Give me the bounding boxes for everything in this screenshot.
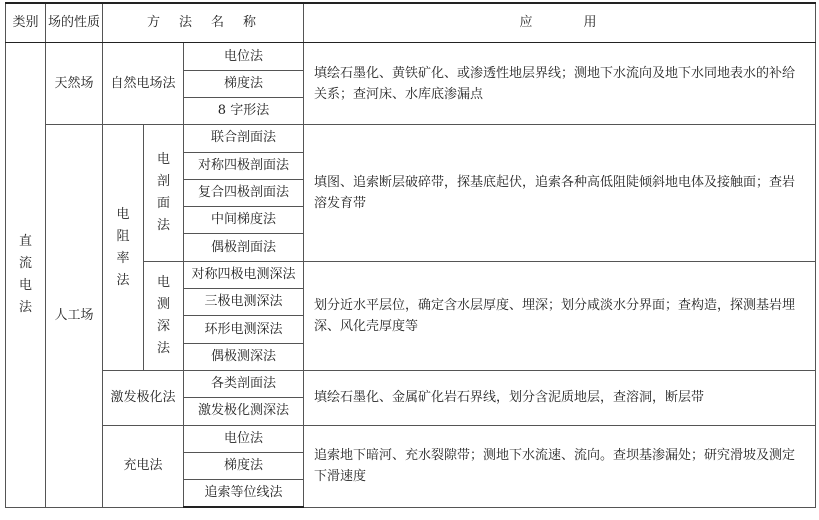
header-row [6,3,816,43]
method-cell: 偶极剖面法 [184,234,304,261]
method-cell: 电位法 [184,425,304,452]
header-method-name-text: 方 法 名 称 [146,15,259,31]
method-cell: 三极电测深法 [184,289,304,316]
method-cell: 对称四极电测深法 [184,261,304,288]
resistivity-label: 电阻率法 [116,206,130,288]
method-cell: 环形电测深法 [184,316,304,343]
method-cell: 追索等位线法 [184,480,304,507]
induced-polarization-cell: 激发极化法 [103,370,184,425]
charging-cell: 充电法 [103,425,184,507]
header-application [304,3,816,43]
method-cell: 中间梯度法 [184,207,304,234]
natural-field-group: 自然电场法 [103,43,184,125]
dc-methods-table [5,2,816,508]
profiling-application: 填图、追索断层破碎带，探基底起伏，追索各种高低阻陡倾斜地电体及接触面；查岩溶发育带 [304,125,816,261]
natural-field-application: 填绘石墨化、黄铁矿化、或渗透性地层界线；测地下水流向及地下水同地表水的补给关系；查河床、水库底渗漏点 [304,43,816,125]
sounding-label: 电测深法 [156,274,170,356]
sounding-application: 划分近水平层位，确定含水层厚度、埋深；划分咸淡水分界面；查构造，探测基岩埋深、风化壳厚度等 [304,261,816,370]
method-cell: 激发极化测深法 [184,398,304,425]
table-row [6,125,816,152]
charging-application: 追索地下暗河、充水裂隙带；测地下水流速、流向。查坝基渗漏处；研究滑坡及测定下滑速度 [304,425,816,507]
table-row [6,370,816,397]
category-cell [6,43,46,507]
table-row [6,425,816,452]
sounding-cell [144,261,184,370]
category-label: 直流电法 [18,233,32,315]
table-row [6,43,816,70]
method-cell: 梯度法 [184,70,304,97]
header-field-nature: 场的性质 [46,3,103,43]
profiling-label: 电剖面法 [156,152,170,234]
method-cell: 偶极测深法 [184,343,304,370]
header-application-text: 应 用 [519,15,600,31]
method-cell: 复合四极剖面法 [184,179,304,206]
resistivity-cell [103,125,144,371]
method-cell: 梯度法 [184,452,304,479]
profiling-cell [144,125,184,261]
method-cell: 8 字形法 [184,97,304,124]
natural-field-cell: 天然场 [46,43,103,125]
method-cell: 对称四极剖面法 [184,152,304,179]
artificial-field-cell: 人工场 [46,125,103,507]
method-cell: 各类剖面法 [184,370,304,397]
induced-polarization-application: 填绘石墨化、金属矿化岩石界线，划分含泥质地层，查溶洞，断层带 [304,370,816,425]
method-cell: 联合剖面法 [184,125,304,152]
header-category: 类别 [6,3,46,43]
header-method-name [103,3,304,43]
method-cell: 电位法 [184,43,304,70]
